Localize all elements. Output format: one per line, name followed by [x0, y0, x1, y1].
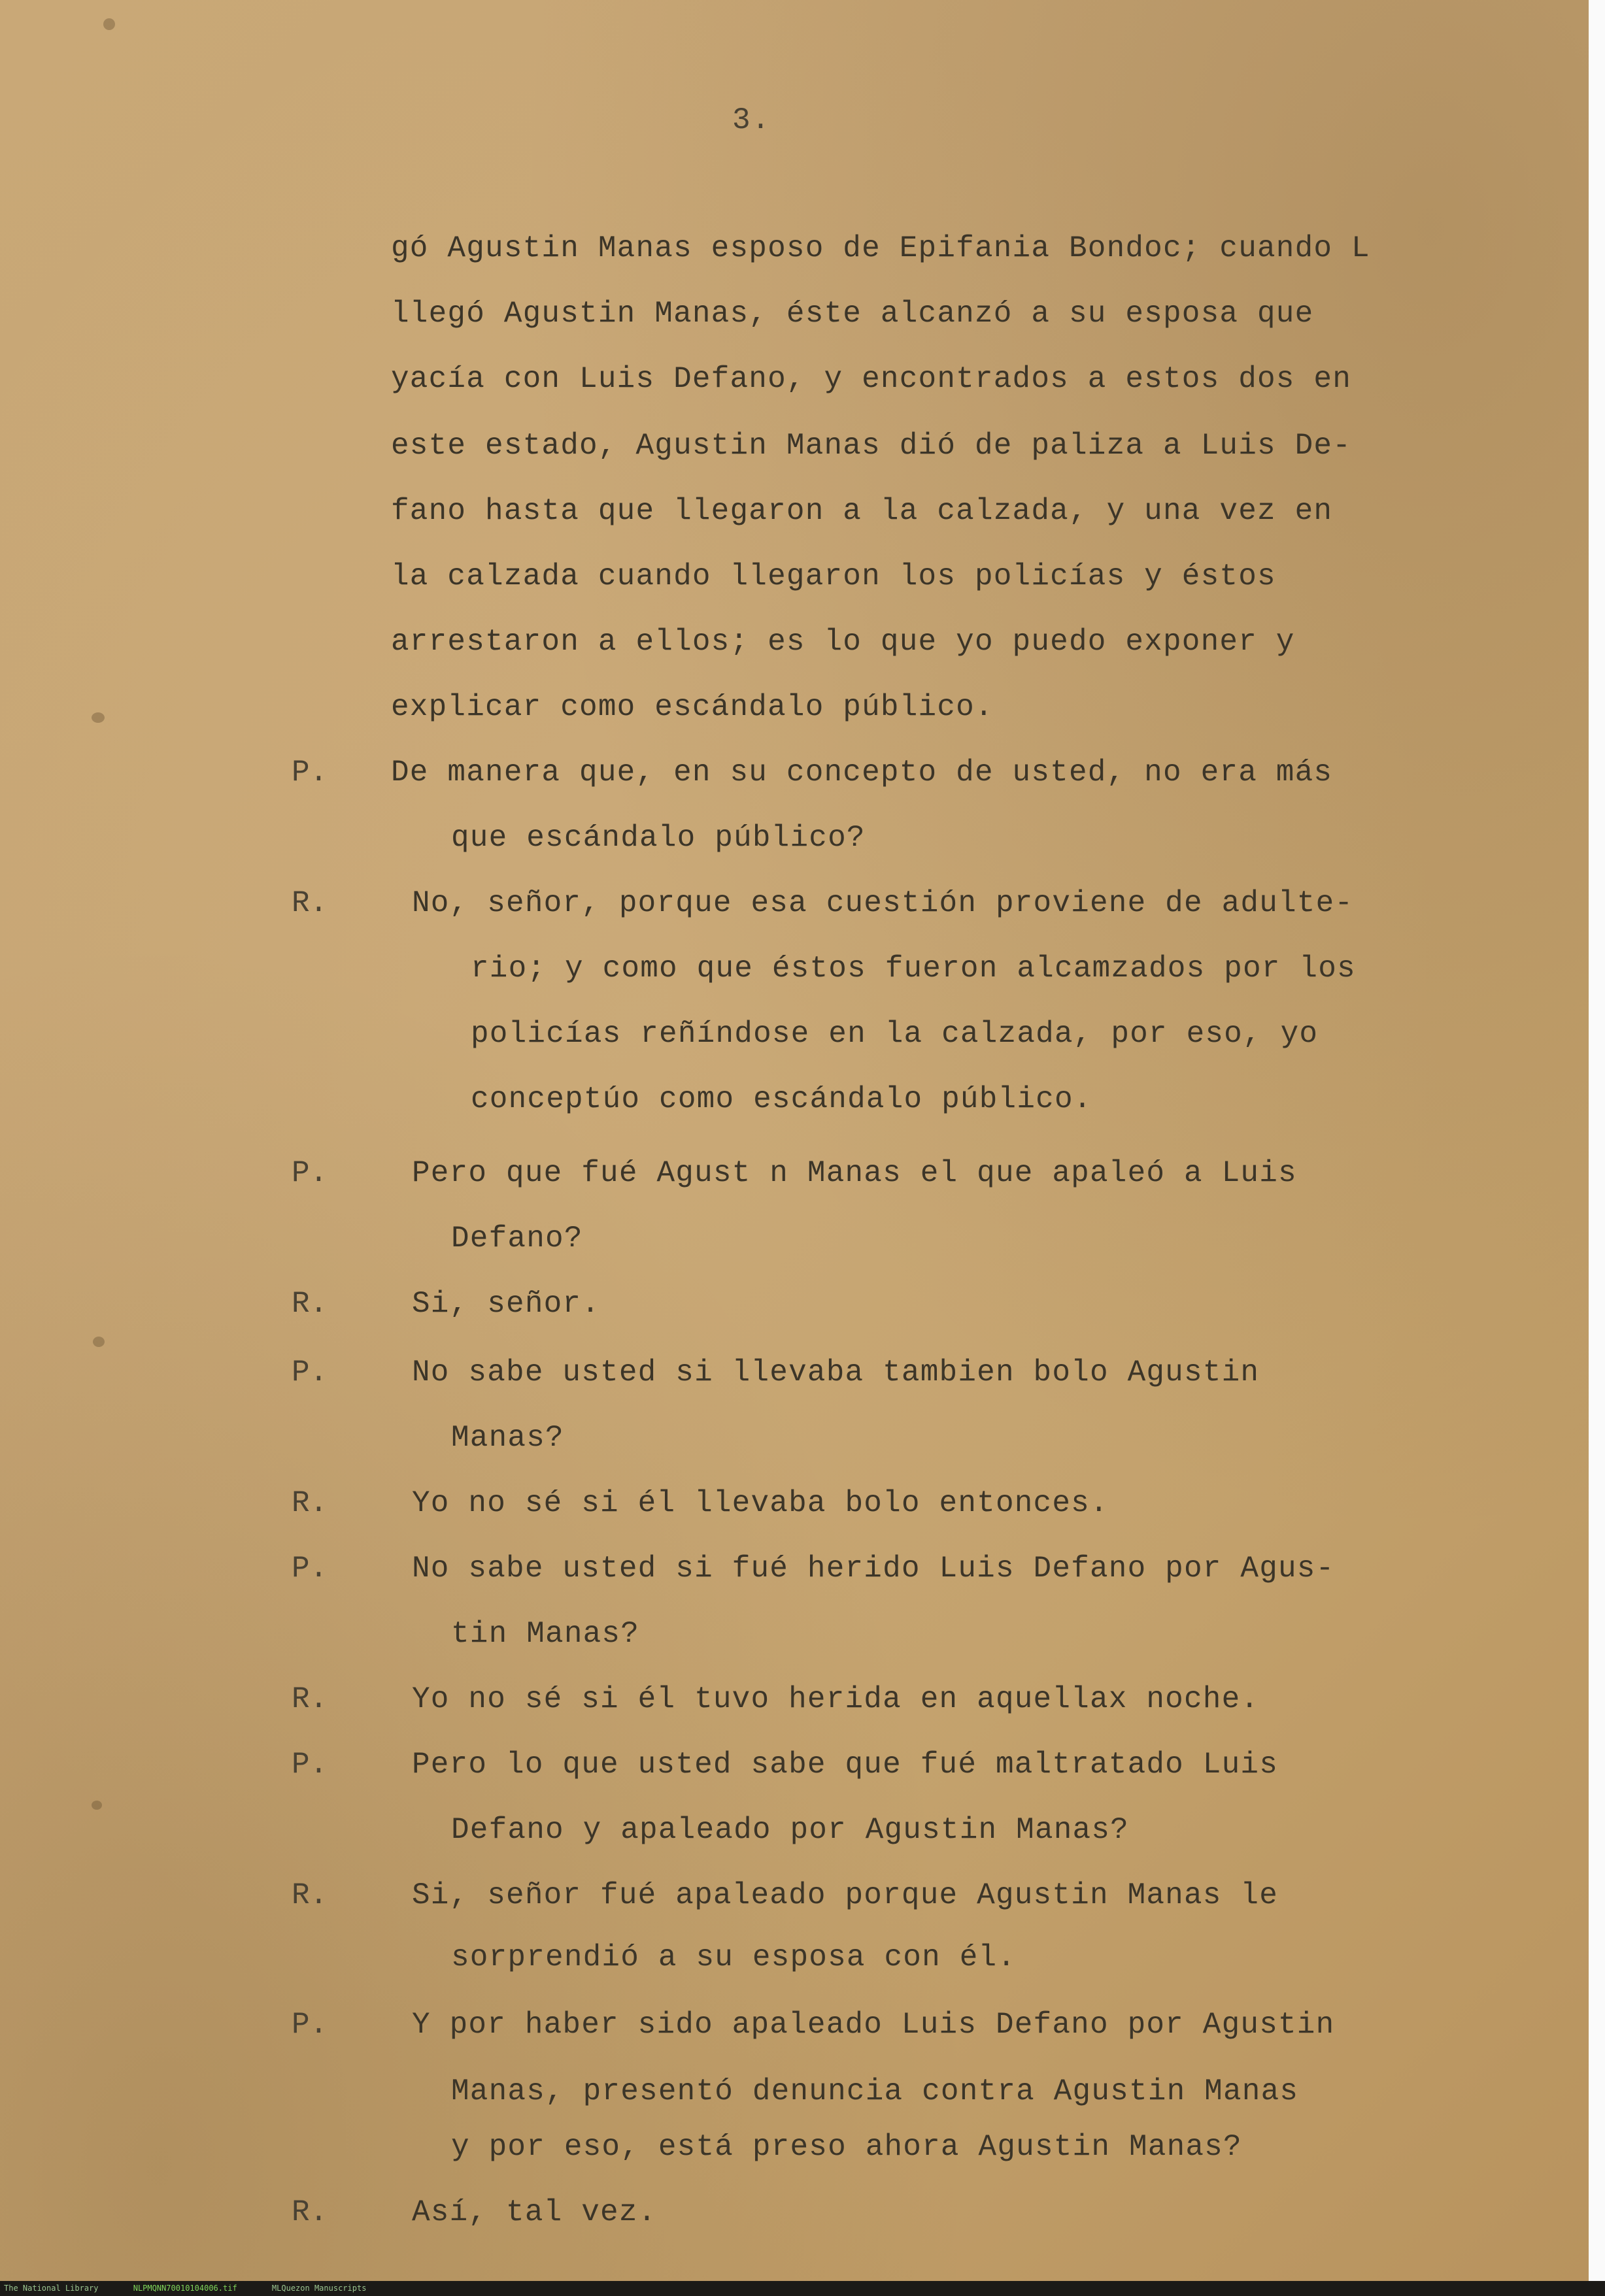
text-line: fano hasta que llegaron a la calzada, y una vez en — [391, 494, 1333, 528]
speaker-label: R. — [292, 886, 328, 920]
speaker-label: P. — [292, 1156, 328, 1190]
text-line: Pero que fué Agust n Manas el que apaleó a Luis — [412, 1156, 1297, 1190]
text-line: Manas? — [451, 1421, 564, 1455]
text-line: la calzada cuando llegaron los policías y éstos — [391, 559, 1276, 593]
footer-library: The National Library — [4, 2284, 99, 2293]
speaker-label: P. — [292, 1748, 328, 1782]
text-line: Así, tal vez. — [412, 2195, 657, 2229]
text-line: arrestaron a ellos; es lo que yo puedo exponer y — [391, 625, 1295, 659]
text-line: Pero lo que usted sabe que fué maltratado Luis — [412, 1748, 1279, 1782]
text-line: rio; y como que éstos fueron alcamzados por los — [471, 952, 1356, 986]
text-line: Defano? — [451, 1222, 583, 1256]
text-line: Si, señor fué apaleado porque Agustin Manas le — [412, 1878, 1279, 1912]
text-line: explicar como escándalo público. — [391, 690, 994, 724]
speaker-label: R. — [292, 1878, 328, 1912]
text-line: De manera que, en su concepto de usted, no era más — [391, 756, 1333, 790]
speaker-label: P. — [292, 2008, 328, 2042]
ink-smudge — [93, 1337, 105, 1347]
text-line: yacía con Luis Defano, y encontrados a estos dos en — [391, 362, 1352, 396]
text-line: Defano y apaleado por Agustin Manas? — [451, 1813, 1129, 1847]
ink-smudge — [103, 18, 115, 30]
footer-collection: MLQuezon Manuscripts — [271, 2284, 367, 2293]
page-edge — [1589, 0, 1605, 2281]
speaker-label: R. — [292, 1682, 328, 1716]
text-line: Si, señor. — [412, 1287, 601, 1321]
speaker-label: R. — [292, 1486, 328, 1520]
text-line: llegó Agustin Manas, éste alcanzó a su esposa que — [391, 297, 1314, 331]
ink-smudge — [92, 712, 105, 723]
text-line: este estado, Agustin Manas dió de paliza a Luis De- — [391, 429, 1352, 463]
speaker-label: P. — [292, 1356, 328, 1389]
speaker-label: P. — [292, 1552, 328, 1586]
speaker-label: R. — [292, 1287, 328, 1321]
text-line: policías reñíndose en la calzada, por eso, yo — [471, 1017, 1319, 1051]
text-line: Yo no sé si él llevaba bolo entonces. — [412, 1486, 1109, 1520]
text-line: No, señor, porque esa cuestión proviene de adulte- — [412, 886, 1354, 920]
text-line: Y por haber sido apaleado Luis Defano por Agustin — [412, 2008, 1335, 2042]
text-line: y por eso, está preso ahora Agustin Manas? — [451, 2130, 1242, 2164]
text-line: que escándalo público? — [451, 821, 866, 855]
speaker-label: P. — [292, 756, 328, 790]
footer-filename: NLPMQNN70010104006.tif — [133, 2284, 237, 2293]
scan-footer — [0, 2281, 1605, 2296]
speaker-label: R. — [292, 2195, 328, 2229]
text-line: tin Manas? — [451, 1617, 640, 1651]
text-line: Manas, presentó denuncia contra Agustin Manas — [451, 2074, 1299, 2108]
text-line: No sabe usted si fué herido Luis Defano por Agus- — [412, 1552, 1335, 1586]
text-line: conceptúo como escándalo público. — [471, 1082, 1092, 1116]
text-line: gó Agustin Manas esposo de Epifania Bondoc; cuando L — [391, 231, 1370, 265]
text-line: Yo no sé si él tuvo herida en aquellax noche. — [412, 1682, 1260, 1716]
text-line: sorprendió a su esposa con él. — [451, 1940, 1017, 1974]
text-line: No sabe usted si llevaba tambien bolo Agustin — [412, 1356, 1260, 1389]
page-number: 3. — [732, 103, 771, 137]
ink-smudge — [92, 1801, 102, 1810]
